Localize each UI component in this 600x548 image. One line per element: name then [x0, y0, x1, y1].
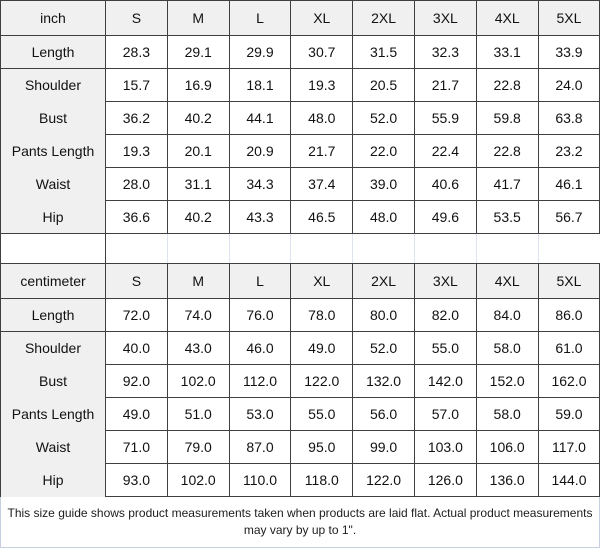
- size-value: 55.9: [414, 102, 476, 135]
- size-value: 152.0: [476, 365, 538, 398]
- size-value: 52.0: [353, 102, 415, 135]
- size-value: 48.0: [353, 201, 415, 234]
- size-value: 63.8: [538, 102, 600, 135]
- table-row: [1, 201, 600, 234]
- spacer-cell: [167, 234, 229, 264]
- size-column-header: XL: [291, 1, 353, 36]
- size-value: 46.0: [229, 332, 291, 365]
- row-label: Pants Length: [1, 135, 106, 168]
- size-column-header: S: [106, 1, 168, 36]
- size-value: 144.0: [538, 464, 600, 497]
- size-value: 16.9: [167, 69, 229, 102]
- size-value: 21.7: [291, 135, 353, 168]
- table-row: [1, 398, 600, 431]
- size-value: 106.0: [476, 431, 538, 464]
- size-value: 19.3: [106, 135, 168, 168]
- unit-header-centimeter: centimeter: [1, 264, 106, 299]
- size-value: 55.0: [414, 332, 476, 365]
- size-value: 19.3: [291, 69, 353, 102]
- size-column-header: M: [167, 264, 229, 299]
- row-label: Hip: [1, 464, 106, 497]
- size-value: 39.0: [353, 168, 415, 201]
- size-value: 20.1: [167, 135, 229, 168]
- size-value: 99.0: [353, 431, 415, 464]
- size-value: 32.3: [414, 36, 476, 69]
- table-row: [1, 264, 600, 299]
- row-label: Length: [1, 36, 106, 69]
- spacer-cell: [1, 234, 106, 264]
- row-label: Hip: [1, 201, 106, 234]
- size-value: 36.2: [106, 102, 168, 135]
- size-value: 80.0: [353, 299, 415, 332]
- size-value: 28.3: [106, 36, 168, 69]
- size-column-header: M: [167, 1, 229, 36]
- spacer-cell: [414, 234, 476, 264]
- size-value: 43.3: [229, 201, 291, 234]
- size-value: 58.0: [476, 332, 538, 365]
- size-value: 34.3: [229, 168, 291, 201]
- size-value: 58.0: [476, 398, 538, 431]
- size-column-header: 3XL: [414, 264, 476, 299]
- table-row: [1, 299, 600, 332]
- size-value: 20.5: [353, 69, 415, 102]
- size-value: 61.0: [538, 332, 600, 365]
- size-value: 28.0: [106, 168, 168, 201]
- size-value: 132.0: [353, 365, 415, 398]
- size-value: 55.0: [291, 398, 353, 431]
- table-row: [1, 69, 600, 102]
- size-value: 56.0: [353, 398, 415, 431]
- size-value: 22.4: [414, 135, 476, 168]
- size-guide-note: This size guide shows product measurements taken when products are laid flat. Actual product measurements may vary by up to 1".: [0, 497, 600, 548]
- size-value: 33.9: [538, 36, 600, 69]
- size-value: 46.5: [291, 201, 353, 234]
- size-value: 49.6: [414, 201, 476, 234]
- size-value: 37.4: [291, 168, 353, 201]
- size-value: 41.7: [476, 168, 538, 201]
- size-value: 21.7: [414, 69, 476, 102]
- size-value: 22.8: [476, 135, 538, 168]
- size-value: 84.0: [476, 299, 538, 332]
- size-value: 76.0: [229, 299, 291, 332]
- size-value: 53.5: [476, 201, 538, 234]
- size-value: 49.0: [291, 332, 353, 365]
- size-value: 43.0: [167, 332, 229, 365]
- table-row: [1, 36, 600, 69]
- size-value: 36.6: [106, 201, 168, 234]
- size-value: 29.1: [167, 36, 229, 69]
- row-label: Length: [1, 299, 106, 332]
- row-label: Bust: [1, 365, 106, 398]
- size-value: 78.0: [291, 299, 353, 332]
- size-column-header: 4XL: [476, 1, 538, 36]
- size-column-header: 4XL: [476, 264, 538, 299]
- size-value: 53.0: [229, 398, 291, 431]
- unit-header-inch: inch: [1, 1, 106, 36]
- size-value: 122.0: [353, 464, 415, 497]
- size-value: 136.0: [476, 464, 538, 497]
- size-value: 30.7: [291, 36, 353, 69]
- size-value: 22.8: [476, 69, 538, 102]
- table-row: [1, 431, 600, 464]
- row-label: Shoulder: [1, 332, 106, 365]
- size-value: 72.0: [106, 299, 168, 332]
- size-value: 48.0: [291, 102, 353, 135]
- size-column-header: L: [229, 1, 291, 36]
- size-value: 102.0: [167, 365, 229, 398]
- size-value: 31.5: [353, 36, 415, 69]
- size-value: 51.0: [167, 398, 229, 431]
- size-column-header: XL: [291, 264, 353, 299]
- spacer-cell: [291, 234, 353, 264]
- size-value: 29.9: [229, 36, 291, 69]
- size-column-header: 2XL: [353, 264, 415, 299]
- table-row: [1, 102, 600, 135]
- size-value: 87.0: [229, 431, 291, 464]
- size-value: 142.0: [414, 365, 476, 398]
- size-value: 122.0: [291, 365, 353, 398]
- size-value: 93.0: [106, 464, 168, 497]
- size-value: 74.0: [167, 299, 229, 332]
- size-column-header: 5XL: [538, 264, 600, 299]
- size-value: 59.8: [476, 102, 538, 135]
- size-value: 117.0: [538, 431, 600, 464]
- size-column-header: L: [229, 264, 291, 299]
- size-value: 118.0: [291, 464, 353, 497]
- table-row: [1, 135, 600, 168]
- size-value: 82.0: [414, 299, 476, 332]
- size-value: 52.0: [353, 332, 415, 365]
- spacer-row: [1, 234, 600, 264]
- size-value: 56.7: [538, 201, 600, 234]
- size-value: 22.0: [353, 135, 415, 168]
- size-value: 46.1: [538, 168, 600, 201]
- spacer-cell: [353, 234, 415, 264]
- spacer-cell: [106, 234, 168, 264]
- size-value: 59.0: [538, 398, 600, 431]
- size-column-header: 3XL: [414, 1, 476, 36]
- size-value: 24.0: [538, 69, 600, 102]
- size-value: 112.0: [229, 365, 291, 398]
- size-value: 79.0: [167, 431, 229, 464]
- size-value: 40.2: [167, 102, 229, 135]
- size-value: 71.0: [106, 431, 168, 464]
- table-row: [1, 332, 600, 365]
- spacer-cell: [538, 234, 600, 264]
- table-row: [1, 365, 600, 398]
- size-value: 18.1: [229, 69, 291, 102]
- size-value: 44.1: [229, 102, 291, 135]
- row-label: Shoulder: [1, 69, 106, 102]
- size-value: 15.7: [106, 69, 168, 102]
- size-column-header: S: [106, 264, 168, 299]
- spacer-cell: [229, 234, 291, 264]
- size-value: 40.2: [167, 201, 229, 234]
- size-value: 126.0: [414, 464, 476, 497]
- size-value: 40.6: [414, 168, 476, 201]
- row-label: Bust: [1, 102, 106, 135]
- size-value: 110.0: [229, 464, 291, 497]
- row-label: Pants Length: [1, 398, 106, 431]
- size-value: 102.0: [167, 464, 229, 497]
- size-value: 92.0: [106, 365, 168, 398]
- size-value: 33.1: [476, 36, 538, 69]
- size-value: 20.9: [229, 135, 291, 168]
- size-value: 23.2: [538, 135, 600, 168]
- row-label: Waist: [1, 431, 106, 464]
- spacer-cell: [476, 234, 538, 264]
- table-row: [1, 168, 600, 201]
- size-column-header: 2XL: [353, 1, 415, 36]
- size-value: 103.0: [414, 431, 476, 464]
- size-column-header: 5XL: [538, 1, 600, 36]
- size-value: 95.0: [291, 431, 353, 464]
- size-value: 49.0: [106, 398, 168, 431]
- size-value: 40.0: [106, 332, 168, 365]
- size-value: 162.0: [538, 365, 600, 398]
- table-row: [1, 464, 600, 497]
- size-value: 31.1: [167, 168, 229, 201]
- table-row: [1, 1, 600, 36]
- row-label: Waist: [1, 168, 106, 201]
- size-value: 57.0: [414, 398, 476, 431]
- size-value: 86.0: [538, 299, 600, 332]
